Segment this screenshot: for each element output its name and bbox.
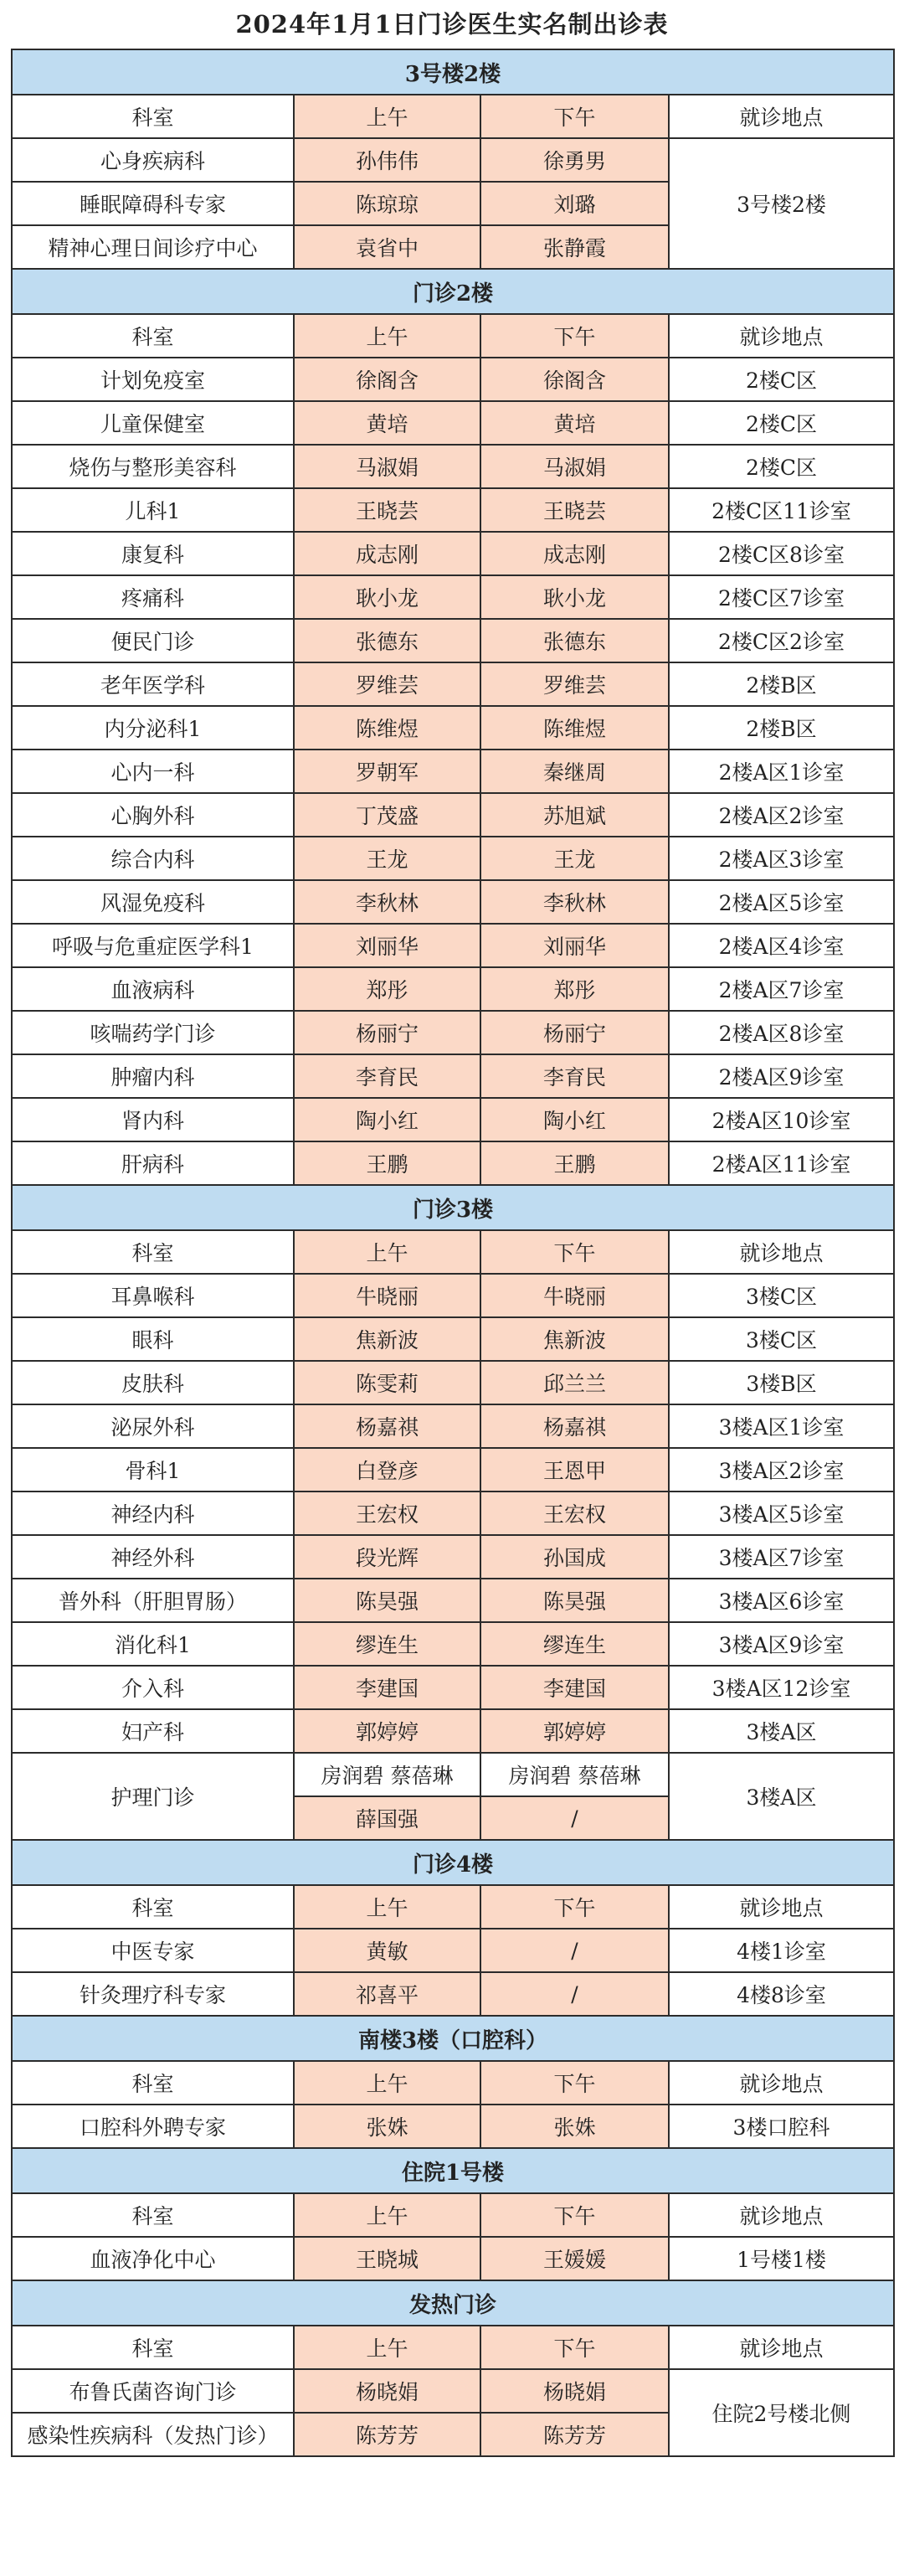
header-location: 就诊地点 [669, 1230, 894, 1274]
header-pm: 下午 [480, 95, 669, 138]
column-header-row [12, 314, 894, 358]
dept-cell: 儿科1 [12, 488, 294, 532]
pm-doctor-cell: 王鹏 [480, 1141, 669, 1185]
dept-cell: 血液净化中心 [12, 2237, 294, 2280]
dept-cell: 中医专家 [12, 1929, 294, 1972]
am-doctor-cell: 杨晓娟 [294, 2369, 480, 2413]
table-row [12, 1666, 894, 1709]
pm-doctor-cell: 秦继周 [480, 750, 669, 793]
dept-cell: 口腔科外聘专家 [12, 2105, 294, 2148]
location-cell: 3楼B区 [669, 1361, 894, 1404]
am-doctor-cell: 王晓城 [294, 2237, 480, 2280]
pm-doctor-cell: 王龙 [480, 837, 669, 880]
dept-cell: 内分泌科1 [12, 706, 294, 750]
dept-cell: 神经内科 [12, 1492, 294, 1535]
table-row [12, 532, 894, 575]
location-cell: 2楼A区1诊室 [669, 750, 894, 793]
location-cell: 2楼A区2诊室 [669, 793, 894, 837]
am-doctor-cell: 焦新波 [294, 1317, 480, 1361]
dept-cell: 便民门诊 [12, 619, 294, 662]
table-row [12, 1709, 894, 1753]
header-am: 上午 [294, 2326, 480, 2369]
am-doctor-cell: 袁省中 [294, 225, 480, 269]
table-row [12, 1141, 894, 1185]
pm-doctor-cell: 徐阁含 [480, 358, 669, 401]
pm-doctor-cell: 徐勇男 [480, 138, 669, 182]
dept-cell: 烧伤与整形美容科 [12, 445, 294, 488]
table-row [12, 1492, 894, 1535]
dept-cell: 感染性疾病科（发热门诊） [12, 2413, 294, 2456]
pm-doctor-cell: 罗维芸 [480, 662, 669, 706]
am-doctor-cell: 孙伟伟 [294, 138, 480, 182]
header-pm: 下午 [480, 1885, 669, 1929]
pm-doctor-cell: 李育民 [480, 1054, 669, 1098]
header-dept: 科室 [12, 1885, 294, 1929]
table-row [12, 662, 894, 706]
pm-doctor-cell: / [480, 1972, 669, 2016]
am-doctor-cell: 徐阁含 [294, 358, 480, 401]
am-doctor-cell: 白登彦 [294, 1448, 480, 1492]
pm-doctor-cell: 陈维煜 [480, 706, 669, 750]
am-doctor-cell: 薛国强 [294, 1796, 480, 1840]
header-location: 就诊地点 [669, 2061, 894, 2105]
location-cell: 3号楼2楼 [669, 138, 894, 269]
am-doctor-cell: 陶小红 [294, 1098, 480, 1141]
am-doctor-cell: 罗朝军 [294, 750, 480, 793]
section-title: 门诊2楼 [12, 269, 894, 314]
column-header-row [12, 2193, 894, 2237]
location-cell: 2楼A区9诊室 [669, 1054, 894, 1098]
table-row [12, 1274, 894, 1317]
location-cell: 3楼A区6诊室 [669, 1579, 894, 1622]
pm-doctor-cell: 耿小龙 [480, 575, 669, 619]
section-title: 发热门诊 [12, 2280, 894, 2326]
dept-cell: 呼吸与危重症医学科1 [12, 924, 294, 967]
pm-doctor-cell: / [480, 1929, 669, 1972]
am-doctor-cell: 马淑娟 [294, 445, 480, 488]
table-row [12, 793, 894, 837]
am-doctor-cell: 王宏权 [294, 1492, 480, 1535]
dept-cell: 介入科 [12, 1666, 294, 1709]
dept-cell: 肾内科 [12, 1098, 294, 1141]
table-row [12, 1929, 894, 1972]
table-row [12, 1753, 894, 1796]
dept-cell: 耳鼻喉科 [12, 1274, 294, 1317]
header-am: 上午 [294, 2061, 480, 2105]
header-location: 就诊地点 [669, 314, 894, 358]
am-doctor-cell: 黄培 [294, 401, 480, 445]
location-cell: 3楼A区12诊室 [669, 1666, 894, 1709]
dept-cell: 眼科 [12, 1317, 294, 1361]
location-cell: 2楼A区5诊室 [669, 880, 894, 924]
location-cell: 3楼A区 [669, 1709, 894, 1753]
table-row [12, 1535, 894, 1579]
dept-cell: 咳喘药学门诊 [12, 1011, 294, 1054]
dept-cell: 儿童保健室 [12, 401, 294, 445]
table-row [12, 1011, 894, 1054]
table-row [12, 2237, 894, 2280]
pm-doctor-cell: 牛晓丽 [480, 1274, 669, 1317]
pm-doctor-cell: 苏旭斌 [480, 793, 669, 837]
location-cell: 2楼B区 [669, 662, 894, 706]
section-header-row [12, 49, 894, 95]
table-row [12, 706, 894, 750]
location-cell: 住院2号楼北侧 [669, 2369, 894, 2456]
schedule-table [11, 49, 895, 2457]
table-row [12, 619, 894, 662]
pm-doctor-cell: 杨嘉祺 [480, 1404, 669, 1448]
section-title: 3号楼2楼 [12, 49, 894, 95]
am-doctor-cell: 李育民 [294, 1054, 480, 1098]
column-header-row [12, 1230, 894, 1274]
dept-cell: 计划免疫室 [12, 358, 294, 401]
pm-doctor-cell: 杨晓娟 [480, 2369, 669, 2413]
location-cell: 2楼C区11诊室 [669, 488, 894, 532]
section-header-row [12, 2148, 894, 2193]
location-cell: 2楼C区7诊室 [669, 575, 894, 619]
page-title: 2024年1月1日门诊医生实名制出诊表 [235, 10, 669, 39]
dept-cell: 心身疾病科 [12, 138, 294, 182]
header-dept: 科室 [12, 2193, 294, 2237]
pm-doctor-cell: 王媛媛 [480, 2237, 669, 2280]
pm-doctor-cell: 孙国成 [480, 1535, 669, 1579]
dept-cell: 肿瘤内科 [12, 1054, 294, 1098]
location-cell: 2楼A区7诊室 [669, 967, 894, 1011]
table-row [12, 1972, 894, 2016]
dept-cell: 妇产科 [12, 1709, 294, 1753]
table-row [12, 138, 894, 182]
header-pm: 下午 [480, 2326, 669, 2369]
pm-doctor-cell: 张姝 [480, 2105, 669, 2148]
section-title: 门诊3楼 [12, 1185, 894, 1230]
pm-doctor-cell: 郑彤 [480, 967, 669, 1011]
pm-doctor-cell: 邱兰兰 [480, 1361, 669, 1404]
dept-cell: 风湿免疫科 [12, 880, 294, 924]
table-row [12, 1579, 894, 1622]
table-row [12, 1317, 894, 1361]
location-cell: 3楼口腔科 [669, 2105, 894, 2148]
location-cell: 2楼A区4诊室 [669, 924, 894, 967]
table-row [12, 1448, 894, 1492]
table-row [12, 1054, 894, 1098]
header-dept: 科室 [12, 95, 294, 138]
am-doctor-cell: 王鹏 [294, 1141, 480, 1185]
am-doctor-cell: 郑彤 [294, 967, 480, 1011]
table-row [12, 2369, 894, 2413]
section-header-row [12, 2280, 894, 2326]
am-doctor-cell: 祁喜平 [294, 1972, 480, 2016]
dept-cell: 护理门诊 [12, 1753, 294, 1840]
header-pm: 下午 [480, 2061, 669, 2105]
location-cell: 2楼A区11诊室 [669, 1141, 894, 1185]
location-cell: 2楼A区8诊室 [669, 1011, 894, 1054]
pm-doctor-cell: 张静霞 [480, 225, 669, 269]
dept-cell: 睡眠障碍科专家 [12, 182, 294, 225]
pm-doctor-cell: 缪连生 [480, 1622, 669, 1666]
location-cell: 3楼A区2诊室 [669, 1448, 894, 1492]
pm-doctor-cell: 王晓芸 [480, 488, 669, 532]
pm-doctor-cell: 黄培 [480, 401, 669, 445]
header-dept: 科室 [12, 1230, 294, 1274]
section-header-row [12, 1185, 894, 1230]
table-row [12, 837, 894, 880]
location-cell: 2楼B区 [669, 706, 894, 750]
am-doctor-cell: 陈昊强 [294, 1579, 480, 1622]
location-cell: 4楼8诊室 [669, 1972, 894, 2016]
am-doctor-cell: 罗维芸 [294, 662, 480, 706]
dept-cell: 肝病科 [12, 1141, 294, 1185]
header-am: 上午 [294, 95, 480, 138]
table-row [12, 924, 894, 967]
table-row [12, 358, 894, 401]
table-row [12, 1622, 894, 1666]
am-doctor-cell: 陈雯莉 [294, 1361, 480, 1404]
am-doctor-cell: 成志刚 [294, 532, 480, 575]
location-cell: 2楼C区8诊室 [669, 532, 894, 575]
am-doctor-cell: 王晓芸 [294, 488, 480, 532]
pm-doctor-cell: 郭婷婷 [480, 1709, 669, 1753]
table-row [12, 401, 894, 445]
pm-doctor-cell: 焦新波 [480, 1317, 669, 1361]
location-cell: 3楼A区 [669, 1753, 894, 1840]
dept-cell: 普外科（肝胆胃肠） [12, 1579, 294, 1622]
table-row [12, 445, 894, 488]
am-doctor-cell: 牛晓丽 [294, 1274, 480, 1317]
header-location: 就诊地点 [669, 95, 894, 138]
dept-cell: 神经外科 [12, 1535, 294, 1579]
location-cell: 2楼C区 [669, 401, 894, 445]
table-row [12, 880, 894, 924]
location-cell: 4楼1诊室 [669, 1929, 894, 1972]
pm-doctor-cell: 李建国 [480, 1666, 669, 1709]
location-cell: 3楼A区7诊室 [669, 1535, 894, 1579]
dept-cell: 心内一科 [12, 750, 294, 793]
column-header-row [12, 2326, 894, 2369]
pm-doctor-cell: 张德东 [480, 619, 669, 662]
header-am: 上午 [294, 314, 480, 358]
pm-doctor-cell: 李秋林 [480, 880, 669, 924]
am-doctor-cell: 张德东 [294, 619, 480, 662]
am-doctor-cell: 杨丽宁 [294, 1011, 480, 1054]
pm-doctor-cell: / [480, 1796, 669, 1840]
section-header-row [12, 269, 894, 314]
header-am: 上午 [294, 1230, 480, 1274]
am-doctor-cell: 丁茂盛 [294, 793, 480, 837]
dept-cell: 泌尿外科 [12, 1404, 294, 1448]
location-cell: 3楼A区5诊室 [669, 1492, 894, 1535]
pm-doctor-cell: 杨丽宁 [480, 1011, 669, 1054]
header-location: 就诊地点 [669, 2193, 894, 2237]
location-cell: 2楼A区3诊室 [669, 837, 894, 880]
header-dept: 科室 [12, 314, 294, 358]
am-doctor-cell: 杨嘉祺 [294, 1404, 480, 1448]
am-doctor-cell: 李秋林 [294, 880, 480, 924]
am-doctor-cell: 郭婷婷 [294, 1709, 480, 1753]
location-cell: 2楼C区2诊室 [669, 619, 894, 662]
table-row [12, 1361, 894, 1404]
pm-doctor-cell: 陈昊强 [480, 1579, 669, 1622]
am-doctor-cell: 陈维煜 [294, 706, 480, 750]
header-location: 就诊地点 [669, 1885, 894, 1929]
section-header-row [12, 2016, 894, 2061]
location-cell: 3楼C区 [669, 1274, 894, 1317]
location-cell: 3楼A区9诊室 [669, 1622, 894, 1666]
header-dept: 科室 [12, 2326, 294, 2369]
dept-cell: 骨科1 [12, 1448, 294, 1492]
column-header-row [12, 1885, 894, 1929]
dept-cell: 老年医学科 [12, 662, 294, 706]
table-row [12, 967, 894, 1011]
dept-cell: 布鲁氏菌咨询门诊 [12, 2369, 294, 2413]
pm-doctor-cell: 马淑娟 [480, 445, 669, 488]
header-pm: 下午 [480, 314, 669, 358]
am-doctor-cell: 陈芳芳 [294, 2413, 480, 2456]
pm-doctor-cell: 王宏权 [480, 1492, 669, 1535]
am-doctor-cell: 房润碧 蔡蓓琳 [294, 1753, 480, 1796]
pm-doctor-cell: 陈芳芳 [480, 2413, 669, 2456]
header-pm: 下午 [480, 1230, 669, 1274]
location-cell: 3楼C区 [669, 1317, 894, 1361]
dept-cell: 针灸理疗科专家 [12, 1972, 294, 2016]
am-doctor-cell: 张姝 [294, 2105, 480, 2148]
dept-cell: 综合内科 [12, 837, 294, 880]
location-cell: 2楼C区 [669, 445, 894, 488]
dept-cell: 精神心理日间诊疗中心 [12, 225, 294, 269]
section-header-row [12, 1840, 894, 1885]
location-cell: 3楼A区1诊室 [669, 1404, 894, 1448]
table-row [12, 575, 894, 619]
header-am: 上午 [294, 2193, 480, 2237]
dept-cell: 消化科1 [12, 1622, 294, 1666]
section-title: 门诊4楼 [12, 1840, 894, 1885]
table-row [12, 1404, 894, 1448]
pm-doctor-cell: 房润碧 蔡蓓琳 [480, 1753, 669, 1796]
am-doctor-cell: 陈琼琼 [294, 182, 480, 225]
dept-cell: 血液病科 [12, 967, 294, 1011]
header-dept: 科室 [12, 2061, 294, 2105]
am-doctor-cell: 刘丽华 [294, 924, 480, 967]
location-cell: 1号楼1楼 [669, 2237, 894, 2280]
dept-cell: 疼痛科 [12, 575, 294, 619]
header-pm: 下午 [480, 2193, 669, 2237]
table-row [12, 488, 894, 532]
section-title: 住院1号楼 [12, 2148, 894, 2193]
section-title: 南楼3楼（口腔科） [12, 2016, 894, 2061]
pm-doctor-cell: 陶小红 [480, 1098, 669, 1141]
dept-cell: 康复科 [12, 532, 294, 575]
am-doctor-cell: 耿小龙 [294, 575, 480, 619]
dept-cell: 皮肤科 [12, 1361, 294, 1404]
table-row [12, 750, 894, 793]
am-doctor-cell: 李建国 [294, 1666, 480, 1709]
am-doctor-cell: 段光辉 [294, 1535, 480, 1579]
location-cell: 2楼A区10诊室 [669, 1098, 894, 1141]
dept-cell: 心胸外科 [12, 793, 294, 837]
am-doctor-cell: 王龙 [294, 837, 480, 880]
column-header-row [12, 2061, 894, 2105]
pm-doctor-cell: 王恩甲 [480, 1448, 669, 1492]
header-location: 就诊地点 [669, 2326, 894, 2369]
am-doctor-cell: 黄敏 [294, 1929, 480, 1972]
table-row [12, 1098, 894, 1141]
am-doctor-cell: 缪连生 [294, 1622, 480, 1666]
pm-doctor-cell: 刘丽华 [480, 924, 669, 967]
header-am: 上午 [294, 1885, 480, 1929]
column-header-row [12, 95, 894, 138]
pm-doctor-cell: 刘璐 [480, 182, 669, 225]
table-row [12, 2105, 894, 2148]
location-cell: 2楼C区 [669, 358, 894, 401]
pm-doctor-cell: 成志刚 [480, 532, 669, 575]
